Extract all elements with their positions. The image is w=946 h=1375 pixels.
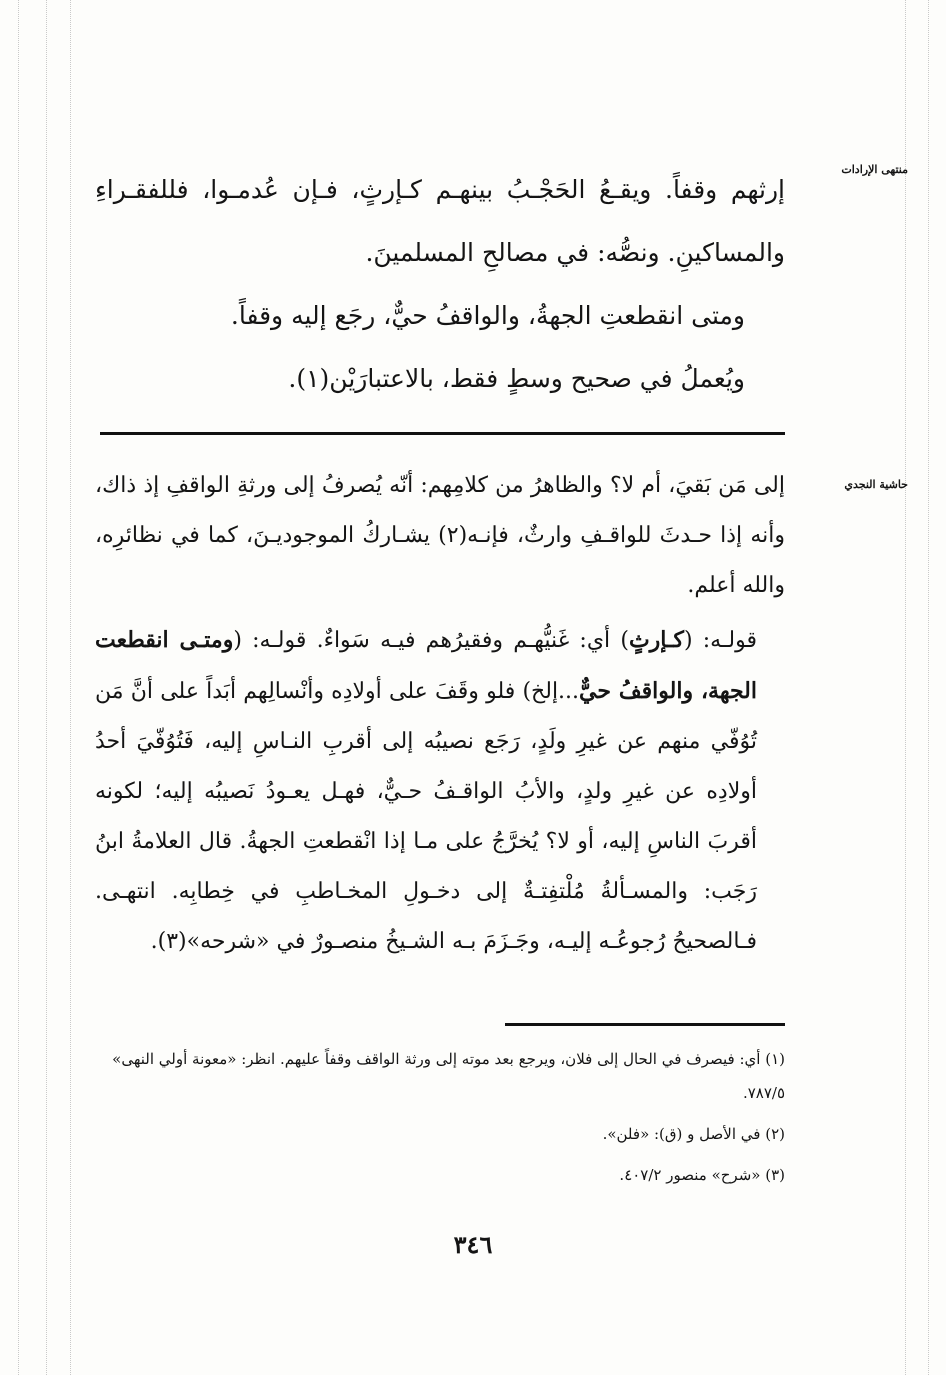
- section-divider: [100, 432, 785, 435]
- scan-margin-line: [928, 0, 929, 1375]
- main-text-paragraph: ويُعملُ في صحيح وسطٍ فقط، بالاعتبارَيْن(١).: [288, 364, 745, 393]
- commentary-paragraph: [95, 615, 785, 967]
- main-text-block: [95, 158, 785, 410]
- commentary-text: ) أي: غَنيُّهـم وفقيرُهم فيـه سَواءٌ. قولـه: (: [233, 628, 629, 653]
- footnote: (٣) «شرح» منصور ٤٠٧/٢.: [619, 1166, 785, 1184]
- footnote: (١) أي: فيصرف في الحال إلى فلان، ويرجع بعد موته إلى ورثة الواقف وقفاً عليهم. انظر: «معونة أولي النهى» ٧٨٧/٥.: [112, 1050, 785, 1102]
- margin-label-matn: منتهى الإرادات: [841, 163, 908, 176]
- page-number: ٣٤٦: [453, 1230, 493, 1259]
- commentary-text: قولـه: (: [683, 628, 757, 653]
- quoted-phrase: كـإرثٍ: [628, 627, 684, 653]
- footnotes: [95, 1042, 785, 1199]
- scan-margin-line: [905, 0, 906, 1375]
- scan-margin-line: [18, 0, 19, 1375]
- commentary-text: ...إلخ) فلو وقَفَ على أولادِه وأنْسالِهم أبَداً على أنَّ مَن تُوُفّي منهم عن غيرِ ولَدٍ، رَجَع نصيبُه إلى أقربِ النـاسِ إليه، فَتُوُفّيَ أحدُ أولادِه عن غيرِ ولدٍ، والأبُ الواقـفُ حـيٌّ، فهـل يعـودُ نَصيبُه إليه؛ لكونه أقربَ الناسِ إليه، أو لا؟ يُخرَّجُ على مـا إذا انْقطعتِ الجهةُ. قال العلامةُ ابنُ رَجَب: والمسـألةُ مُلْتفِتـةٌ إلى دخـولِ المخـاطبِ في خِطابِه. انتهـى. فـالصحيحُ رُجوعُـه إليـه، وجَـزَمَ بـه الشـيخُ منصـورٌ في «شرحه»(٣).: [95, 679, 757, 954]
- footnote: (٢) في الأصل و (ق): «فلن».: [602, 1125, 785, 1143]
- commentary-paragraph: إلى مَن بَقيَ، أم لا؟ والظاهرُ من كلامِهم: أنّه يُصرفُ إلى ورثةِ الواقفِ إذ ذاك، وأنه إذا حـدثَ للواقـفِ وارثٌ، فإنـه(٢) يشـاركُ الموجوديـنَ، كما في نظائرِه، والله أعلم.: [95, 473, 786, 598]
- quoted-phrase: ومتـى انقطعت الجهة، والواقفُ حيٌّ: [95, 627, 757, 704]
- scan-margin-line: [46, 0, 47, 1375]
- main-text-paragraph: إرثهم وقفاً. ويقـعُ الحَجْـبُ بينهـم كـإرثٍ، فـإن عُدمـوا، فللفقـراءِ والمساكينِ. ونصُّه: في مصالحِ المسلمينَ.: [95, 175, 785, 267]
- footnote-divider: [505, 1023, 785, 1026]
- margin-label-sharh: حاشية النجدي: [844, 478, 908, 491]
- scan-margin-line: [70, 0, 71, 1375]
- commentary-block: [95, 461, 785, 967]
- main-text-paragraph: ومتى انقطعتِ الجهةُ، والواقفُ حيٌّ، رجَع إليه وقفاً.: [230, 301, 745, 330]
